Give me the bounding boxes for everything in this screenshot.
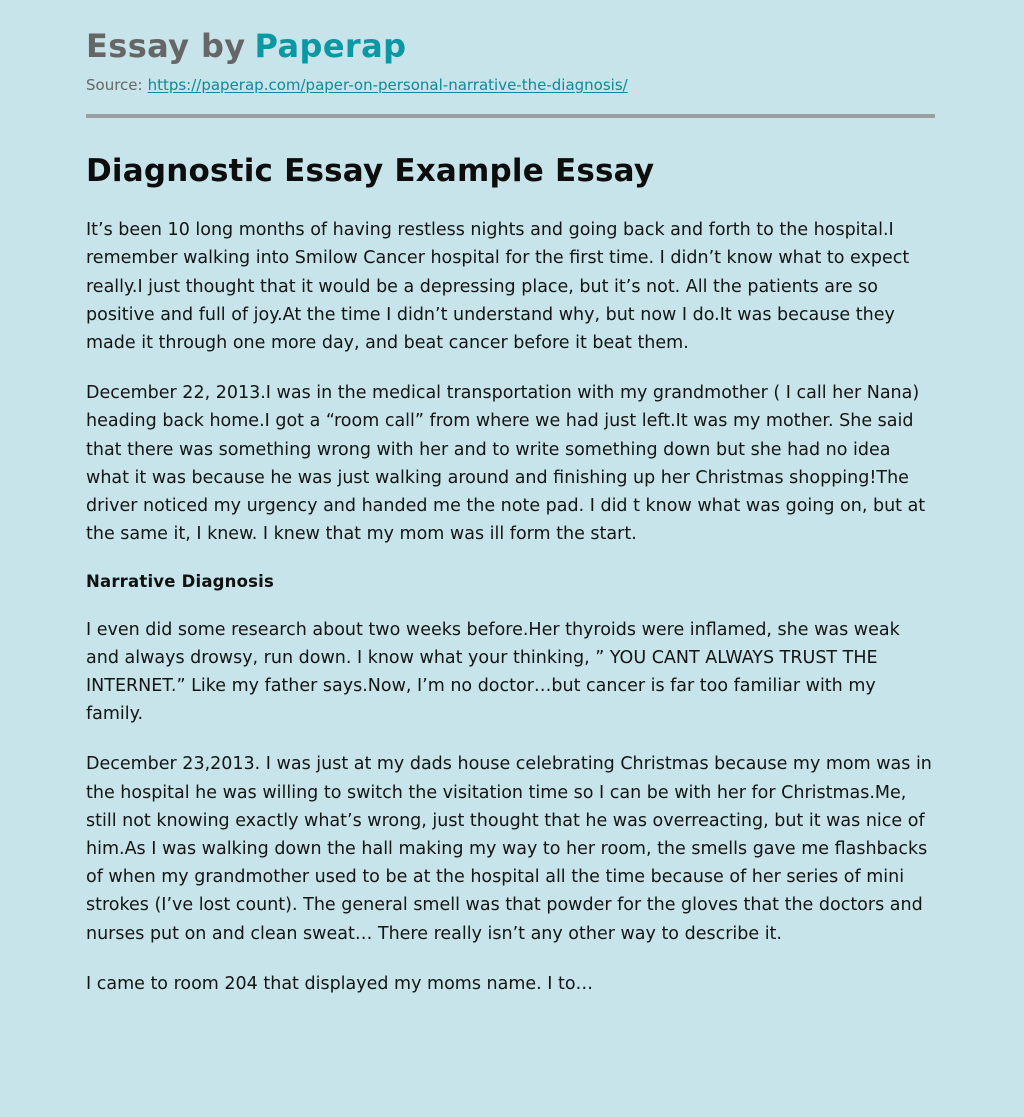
paragraph: It’s been 10 long months of having restless nights and going back and forth to the hospital.I remember walking into Smilow Cancer hospital for the first time. I didn’t know what to expect really.I just thought that it would be a depressing place, but it’s not. All the patients are so positive and full of joy.At the time I didn’t understand why, but now I do.It was because they made it through one more day, and beat cancer before it beat them. [86,220,910,354]
masthead [0,0,1024,96]
paragraph: December 23,2013. I was just at my dads house celebrating Christmas because my mom was in the hospital he was willing to switch the visitation time so I can be with her for Christmas.Me, still not knowing exactly what’s wrong, just thought that he was overreacting, but it was nice of him.As I was walking down the hall making my way to her room, the smells gave me flashbacks of when my grandmother used to be at the hospital all the time because of her series of mini strokes (I’ve lost count). The general smell was that powder for the gloves that the doctors and nurses put on and clean sweat… There really isn’t any other way to describe it. [86,754,932,944]
essay-article [0,118,1021,999]
page-title: Diagnostic Essay Example Essay [86,152,655,189]
source-line [86,76,938,96]
section-heading: Narrative Diagnosis [86,572,275,592]
brand-prefix: Essay by [86,27,246,65]
source-label: Source: [86,76,143,94]
article-body [86,216,935,998]
paragraph: I even did some research about two weeks before.Her thyroids were inflamed, she was weak and always drowsy, run down. I know what your thinking, ” YOU CANT ALWAYS TRUST THE INTERNET.” Like my father says.Now, I’m no doctor…but cancer is far too familiar with my family. [86,619,900,725]
source-url-link[interactable]: https://paperap.com/paper-on-personal-narrative-the-diagnosis/ [147,76,628,94]
brand-name: Paperap [254,27,407,65]
brand-title [86,26,938,66]
paragraph: December 22, 2013.I was in the medical transportation with my grandmother ( I call her Nana) heading back home.I got a “room call” from where we had just left.It was my mother. She said that there was something wrong with her and to write something down but she had no idea what it was because he was just walking around and finishing up her Christmas shopping!The driver noticed my urgency and handed me the note pad. I did t know what was going on, but at the same it, I knew. I knew that my mom was ill form the start. [86,383,926,545]
paragraph-truncated: I came to room 204 that displayed my moms name. I to… [86,973,594,994]
